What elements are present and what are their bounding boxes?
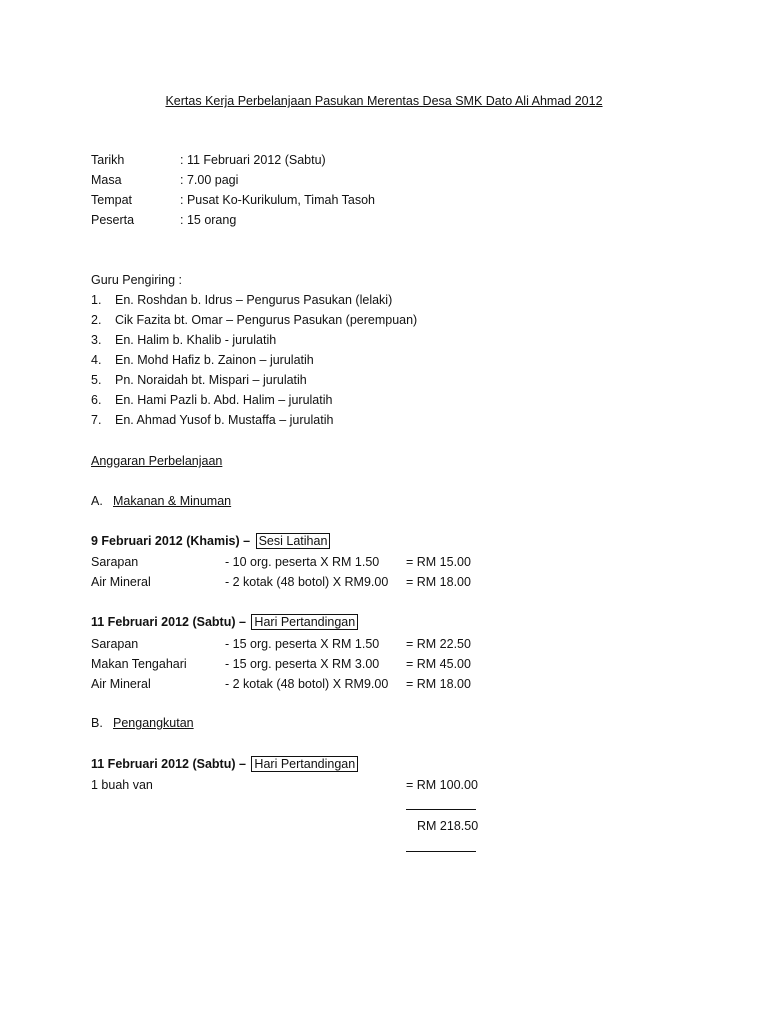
day-date: 11 Februari 2012 (Sabtu) –: [91, 757, 246, 771]
day-heading: [91, 533, 330, 549]
guru-num: 5.: [91, 373, 102, 387]
guru-num: 7.: [91, 413, 102, 427]
expense-total: = RM 100.00: [406, 778, 478, 792]
expense-total: = RM 22.50: [406, 637, 471, 651]
event-box: Sesi Latihan: [256, 533, 331, 549]
guru-heading: Guru Pengiring :: [91, 273, 183, 287]
total-rule-bottom: [406, 851, 476, 852]
guru-item: Pn. Noraidah bt. Mispari – jurulatih: [115, 373, 307, 387]
expense-total: = RM 45.00: [406, 657, 471, 671]
info-label-peserta: Peserta: [91, 213, 135, 227]
section-a-letter: A.: [91, 494, 103, 508]
expense-calc: - 15 org. peserta X RM 1.50: [225, 637, 380, 651]
info-label-tarikh: Tarikh: [91, 153, 125, 167]
event-box: Hari Pertandingan: [251, 756, 358, 772]
expense-calc: - 10 org. peserta X RM 1.50: [225, 555, 380, 569]
day-date: 11 Februari 2012 (Sabtu) –: [91, 615, 246, 629]
expense-item: Makan Tengahari: [91, 657, 187, 671]
guru-item: En. Ahmad Yusof b. Mustaffa – jurulatih: [115, 413, 334, 427]
info-value-tarikh: : 11 Februari 2012 (Sabtu): [180, 153, 326, 167]
expense-item: Air Mineral: [91, 575, 151, 589]
section-b-title: Pengangkutan: [113, 716, 194, 730]
info-label-masa: Masa: [91, 173, 122, 187]
expense-item: Air Mineral: [91, 677, 151, 691]
expense-calc: - 2 kotak (48 botol) X RM9.00: [225, 677, 389, 691]
guru-num: 3.: [91, 333, 102, 347]
expense-item: Sarapan: [91, 555, 139, 569]
guru-item: Cik Fazita bt. Omar – Pengurus Pasukan (perempuan): [115, 313, 418, 327]
section-b-letter: B.: [91, 716, 103, 730]
guru-num: 2.: [91, 313, 102, 327]
expense-calc: - 15 org. peserta X RM 3.00: [225, 657, 380, 671]
document-title: Kertas Kerja Perbelanjaan Pasukan Merentas Desa SMK Dato Ali Ahmad 2012: [165, 94, 603, 108]
expense-calc: - 2 kotak (48 botol) X RM9.00: [225, 575, 389, 589]
info-value-masa: : 7.00 pagi: [180, 173, 239, 187]
grand-total: RM 218.50: [417, 819, 479, 833]
expense-item: Sarapan: [91, 637, 139, 651]
guru-num: 1.: [91, 293, 102, 307]
day-date: 9 Februari 2012 (Khamis) –: [91, 534, 251, 548]
event-box: Hari Pertandingan: [251, 614, 358, 630]
expense-total: = RM 18.00: [406, 677, 471, 691]
expense-total: = RM 15.00: [406, 555, 471, 569]
guru-item: En. Halim b. Khalib - jurulatih: [115, 333, 277, 347]
info-label-tempat: Tempat: [91, 193, 132, 207]
day-heading: [91, 614, 358, 630]
section-a-title: Makanan & Minuman: [113, 494, 232, 508]
info-value-peserta: : 15 orang: [180, 213, 237, 227]
guru-item: En. Mohd Hafiz b. Zainon – jurulatih: [115, 353, 314, 367]
guru-num: 4.: [91, 353, 102, 367]
guru-item: En. Roshdan b. Idrus – Pengurus Pasukan (lelaki): [115, 293, 393, 307]
total-rule-top: [406, 809, 476, 810]
expense-total: = RM 18.00: [406, 575, 471, 589]
expense-item: 1 buah van: [91, 778, 153, 792]
guru-item: En. Hami Pazli b. Abd. Halim – jurulatih: [115, 393, 333, 407]
info-value-tempat: : Pusat Ko-Kurikulum, Timah Tasoh: [180, 193, 375, 207]
anggaran-heading: Anggaran Perbelanjaan: [91, 454, 223, 468]
guru-num: 6.: [91, 393, 102, 407]
day-heading: [91, 756, 358, 772]
